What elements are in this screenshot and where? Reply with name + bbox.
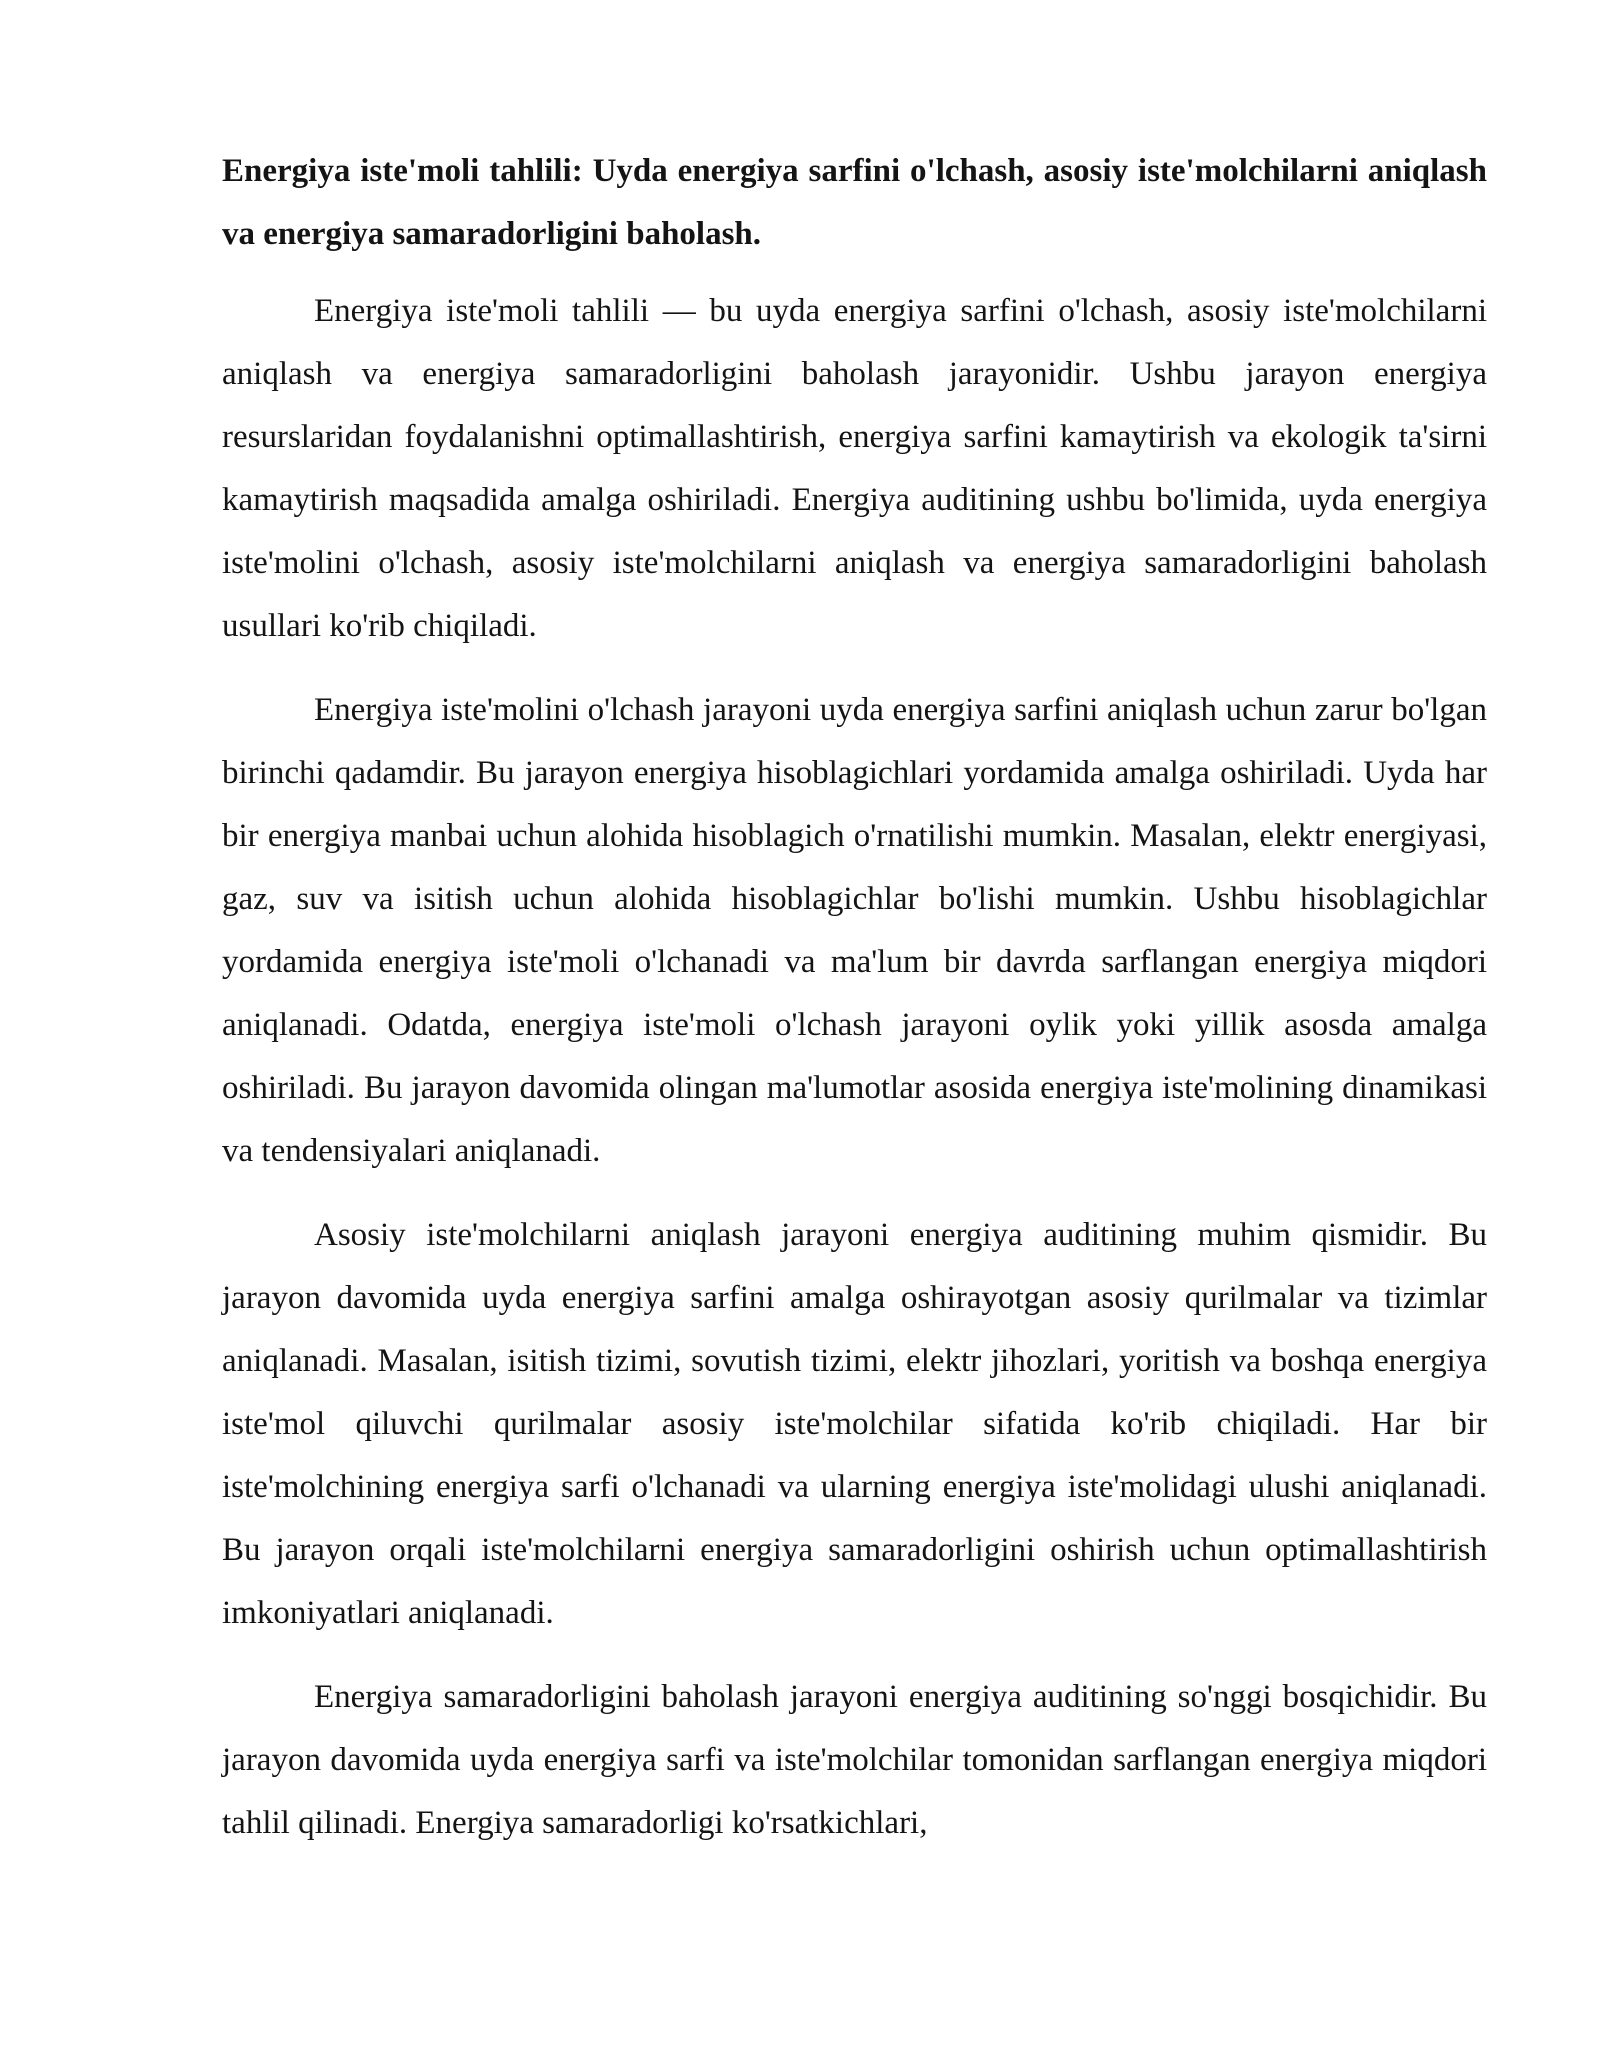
paragraph-1: Energiya iste'moli tahlili — bu uyda energiya sarfini o'lchash, asosiy iste'molchilarni aniqlash va energiya samaradorligini baholash jarayonidir. Ushbu jarayon energiya resurslaridan foydalanishni optimallashtirish, energiya sarfini kamaytirish va ekologik ta'sirni kamaytirish maqsadida amalga oshiriladi. Energiya auditining ushbu bo'limida, uyda energiya iste'molini o'lchash, asosiy iste'molchilarni aniqlash va energiya samaradorligini baholash usullari ko'rib chiqiladi.	[222, 293, 1487, 644]
paragraph-3: Asosiy iste'molchilarni aniqlash jarayoni energiya auditining muhim qismidir. Bu jarayon davomida uyda energiya sarfini amalga oshirayotgan asosiy qurilmalar va tizimlar aniqlanadi. Masalan, isitish tizimi, sovutish tizimi, elektr jihozlari, yoritish va boshqa energiya iste'mol qiluvchi qurilmalar asosiy iste'molchilar sifatida ko'rib chiqiladi. Har bir iste'molchining energiya sarfi o'lchanadi va ularning energiya iste'molidagi ulushi aniqlanadi. Bu jarayon orqali iste'molchilarni energiya samaradorligini oshirish uchun optimallashtirish imkoniyatlari aniqlanadi.	[222, 1217, 1487, 1631]
paragraph-4: Energiya samaradorligini baholash jarayoni energiya auditining so'nggi bosqichidir. Bu jarayon davomida uyda energiya sarfi va iste'molchilar tomonidan sarflangan energiya miqdori tahlil qilinadi. Energiya samaradorligi ko'rsatkichlari,	[222, 1679, 1487, 1841]
document-title: Energiya iste'moli tahlili: Uyda energiya sarfini o'lchash, asosiy iste'molchilarni aniqlash va energiya samaradorligini baholash.	[222, 153, 1487, 252]
paragraph-2: Energiya iste'molini o'lchash jarayoni uyda energiya sarfini aniqlash uchun zarur bo'lgan birinchi qadamdir. Bu jarayon energiya hisoblagichlari yordamida amalga oshiriladi. Uyda har bir energiya manbai uchun alohida hisoblagich o'rnatilishi mumkin. Masalan, elektr energiyasi, gaz, suv va isitish uchun alohida hisoblagichlar bo'lishi mumkin. Ushbu hisoblagichlar yordamida energiya iste'moli o'lchanadi va ma'lum bir davrda sarflangan energiya miqdori aniqlanadi. Odatda, energiya iste'moli o'lchash jarayoni oylik yoki yillik asosda amalga oshiriladi. Bu jarayon davomida olingan ma'lumotlar asosida energiya iste'molining dinamikasi va tendensiyalari aniqlanadi.	[222, 692, 1487, 1169]
document-body	[222, 140, 1487, 1876]
